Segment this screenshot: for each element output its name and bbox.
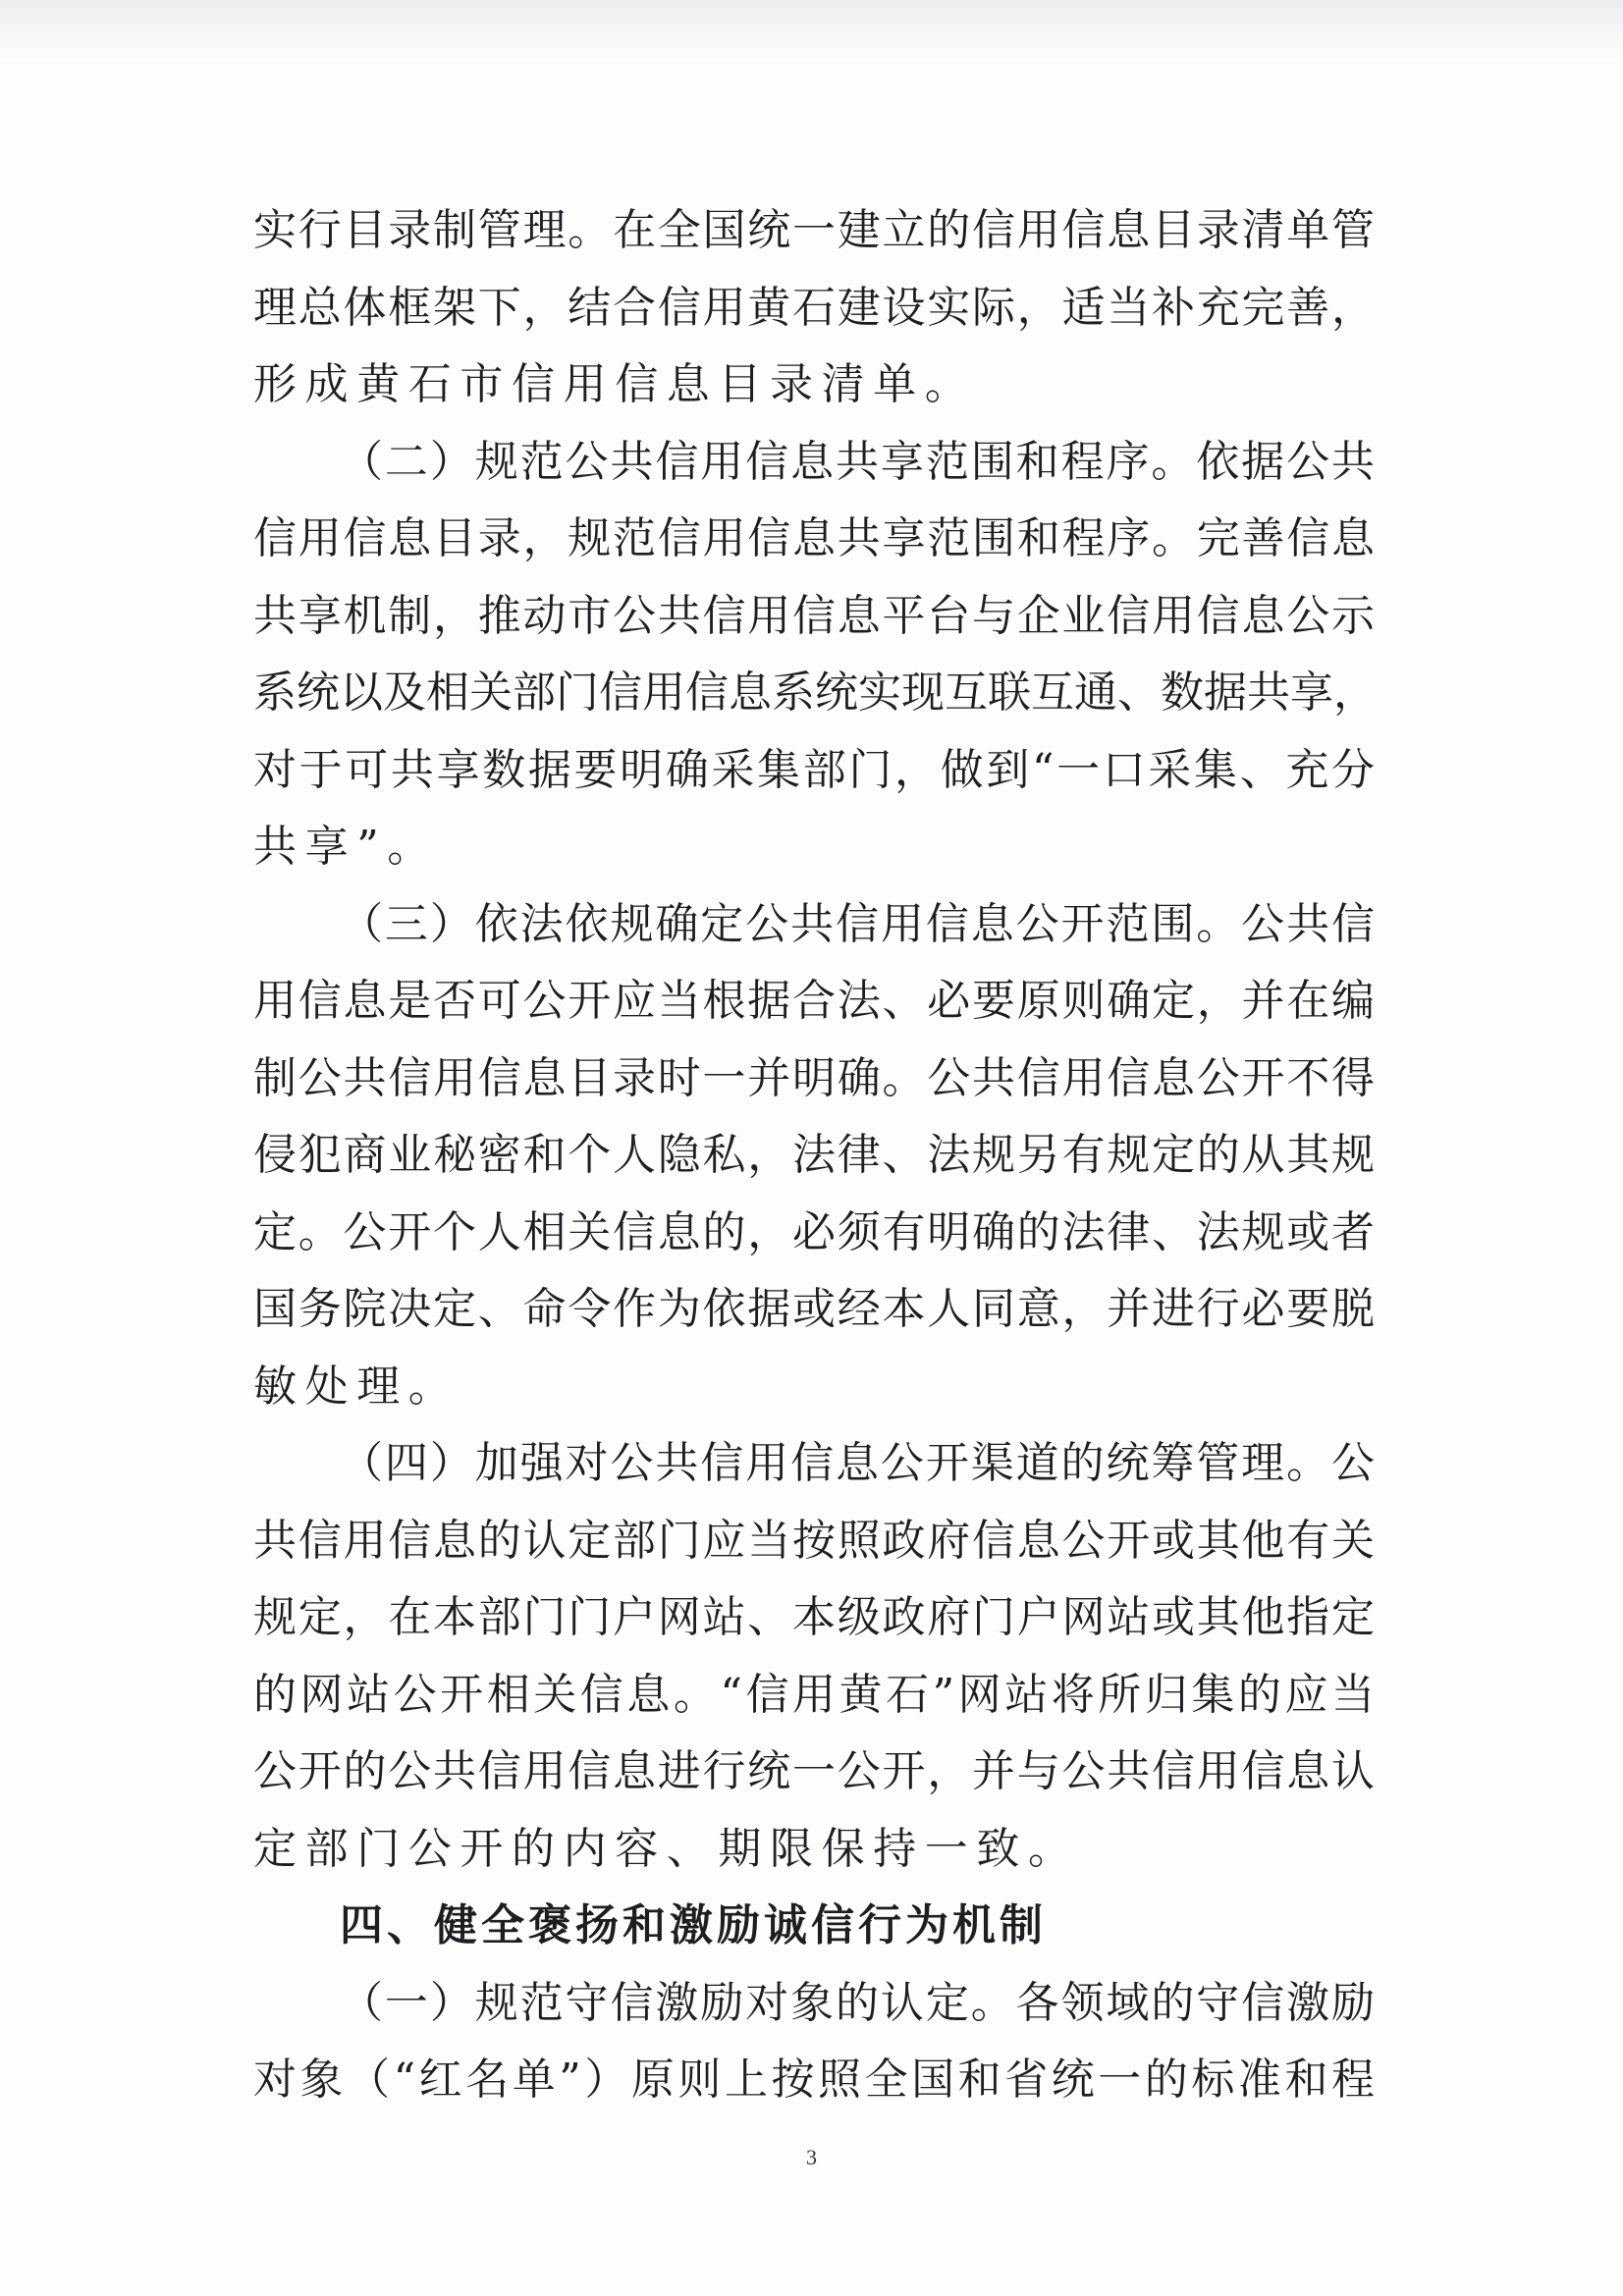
scan-edge xyxy=(0,0,1623,59)
text-line: 信用信息目录，规范信用信息共享范围和程序。完善信息 xyxy=(253,513,1375,563)
text-line: 敏处理。 xyxy=(253,1361,460,1412)
text-line: 对象（“红名单”）原则上按照全国和省统一的标准和程 xyxy=(253,2055,1375,2105)
text-line: 国务院决定、命令作为依据或经本人同意，并进行必要脱 xyxy=(253,1284,1375,1334)
page-number: 3 xyxy=(806,2145,817,2169)
document-body xyxy=(253,192,1375,2119)
section-heading: 四、健全褒扬和激励诚信行为机制 xyxy=(340,1900,1047,1950)
paragraph-start-line: （三）依法依规确定公共信用信息公开范围。公共信 xyxy=(340,898,1375,949)
text-line: 对于可共享数据要明确采集部门，做到“一口采集、充分 xyxy=(253,744,1375,795)
text-line: 形成黄石市信用信息目录清单。 xyxy=(253,359,977,409)
text-line: 侵犯商业秘密和个人隐私，法律、法规另有规定的从其规 xyxy=(253,1130,1375,1180)
text-line: 共享”。 xyxy=(253,822,439,872)
text-line: 制公共信用信息目录时一并明确。公共信用信息公开不得 xyxy=(253,1052,1375,1103)
text-line: 公开的公共信用信息进行统一公开，并与公共信用信息认 xyxy=(253,1746,1375,1796)
text-line: 定。公开个人相关信息的，必须有明确的法律、法规或者 xyxy=(253,1206,1375,1257)
text-line: 规定，在本部门门户网站、本级政府门户网站或其他指定 xyxy=(253,1592,1375,1642)
paragraph-start-line: （四）加强对公共信用信息公开渠道的统筹管理。公 xyxy=(340,1438,1375,1488)
text-line: 的网站公开相关信息。“信用黄石”网站将所归集的应当 xyxy=(253,1669,1375,1720)
text-line: 共信用信息的认定部门应当按照政府信息公开或其他有关 xyxy=(253,1515,1375,1566)
text-line: 用信息是否可公开应当根据合法、必要原则确定，并在编 xyxy=(253,976,1375,1026)
text-line: 定部门公开的内容、期限保持一致。 xyxy=(253,1823,1080,1874)
text-line: 理总体框架下，结合信用黄石建设实际，适当补充完善， xyxy=(253,282,1375,333)
paragraph-start-line: （一）规范守信激励对象的认定。各领域的守信激励 xyxy=(340,1977,1375,2028)
text-line: 系统以及相关部门信用信息系统实现互联互通、数据共享， xyxy=(253,667,1377,718)
text-line: 实行目录制管理。在全国统一建立的信用信息目录清单管 xyxy=(253,205,1375,255)
text-line: 共享机制，推动市公共信用信息平台与企业信用信息公示 xyxy=(253,590,1375,641)
paragraph-start-line: （二）规范公共信用信息共享范围和程序。依据公共 xyxy=(340,436,1375,487)
